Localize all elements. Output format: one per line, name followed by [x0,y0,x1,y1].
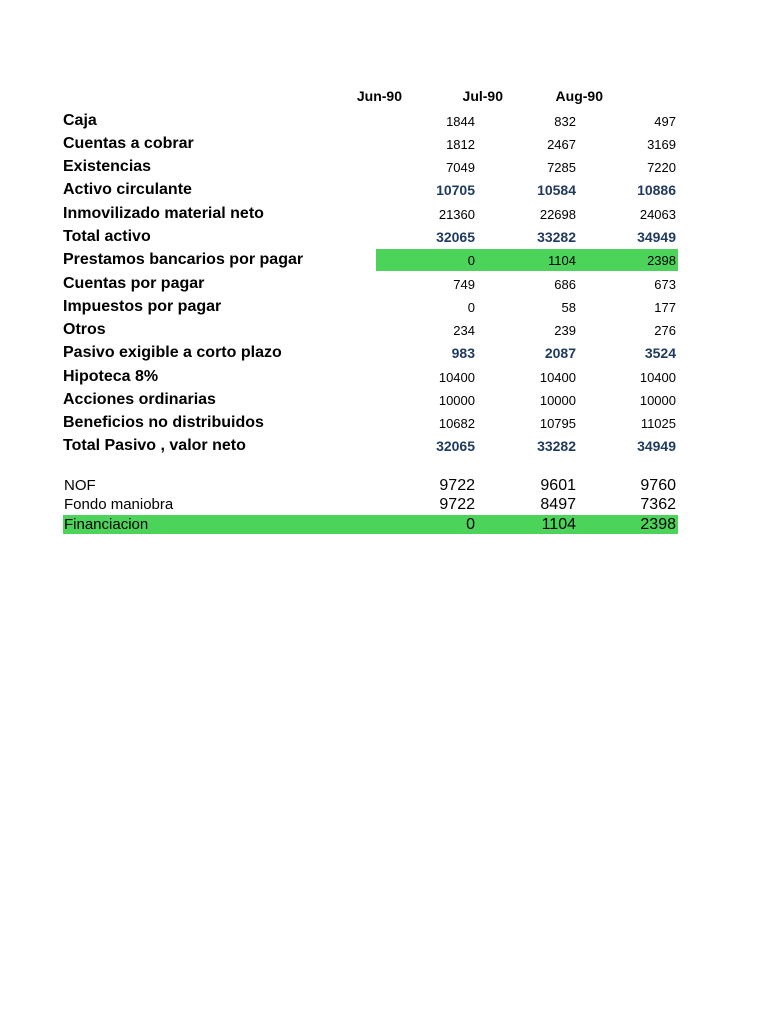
cell-aug[interactable]: 3524 [644,345,676,361]
cell-aug[interactable]: 34949 [637,438,676,454]
row-cuentas-por-pagar[interactable] [63,272,678,295]
row-existencias[interactable] [63,155,678,178]
row-label: Cuentas a cobrar [63,135,194,152]
row-label: Total Pasivo , valor neto [63,437,246,454]
cell-jul[interactable]: 58 [561,300,576,315]
row-label: Activo circulante [63,181,192,198]
cell-aug[interactable]: 7362 [640,496,676,513]
cell-jun[interactable]: 234 [453,323,475,338]
row-label: Acciones ordinarias [63,391,216,408]
cell-jul[interactable]: 10584 [537,182,576,198]
cell-aug[interactable]: 673 [654,277,676,292]
row-label: NOF [64,477,96,494]
row-hipoteca[interactable] [63,365,678,388]
cell-jul[interactable]: 8497 [540,496,576,513]
row-caja[interactable] [63,109,678,132]
cell-jul[interactable]: 2467 [547,137,576,152]
cell-jun[interactable]: 10682 [438,416,475,431]
cell-jul[interactable]: 686 [554,277,576,292]
cell-jun[interactable]: 10000 [438,393,475,408]
cell-jul[interactable]: 33282 [537,438,576,454]
cell-jul[interactable]: 239 [554,323,576,338]
cell-aug[interactable]: 7220 [647,160,676,175]
cell-aug[interactable]: 276 [654,323,676,338]
row-pasivo-exigible[interactable] [63,341,678,364]
row-label: Caja [63,112,97,129]
cell-jul[interactable]: 10000 [539,393,576,408]
cell-jun[interactable]: 0 [467,300,475,315]
cell-jul[interactable]: 10795 [539,416,576,431]
cell-jul[interactable]: 33282 [537,229,576,245]
row-label: Existencias [63,158,152,175]
row-activo-circulante[interactable] [63,178,678,201]
row-total-activo[interactable] [63,225,678,248]
row-fondo-maniobra[interactable] [63,495,678,514]
cell-aug[interactable]: 34949 [637,229,676,245]
column-header-jul[interactable]: Jul-90 [462,88,503,104]
row-label: Inmovilizado material neto [63,205,264,222]
cell-aug[interactable]: 9760 [640,477,676,494]
row-label: Pasivo exigible a corto plazo [63,344,282,361]
cell-aug[interactable]: 2398 [640,516,676,533]
row-financiacion[interactable] [63,515,678,534]
cell-jun[interactable]: 10400 [438,370,475,385]
column-header-aug[interactable]: Aug-90 [555,88,603,104]
cell-jun[interactable]: 32065 [436,229,475,245]
cell-jun[interactable]: 749 [453,277,475,292]
row-label: Total activo [63,228,151,245]
row-otros[interactable] [63,318,678,341]
row-label: Fondo maniobra [64,496,174,513]
cell-jul[interactable]: 9601 [540,477,576,494]
cell-jul[interactable]: 7285 [547,160,576,175]
cell-aug[interactable]: 24063 [639,207,676,222]
row-label: Cuentas por pagar [63,275,205,292]
cell-aug[interactable]: 177 [654,300,676,315]
cell-jul[interactable]: 1104 [548,253,576,268]
row-label: Otros [63,321,106,338]
cell-jun[interactable]: 983 [451,345,475,361]
row-inmovilizado-material-neto[interactable] [63,202,678,225]
row-nof[interactable] [63,476,678,495]
cell-jun[interactable]: 32065 [436,438,475,454]
cell-jun[interactable]: 10705 [436,182,475,198]
row-label: Impuestos por pagar [63,298,222,315]
cell-jun[interactable]: 0 [467,253,475,268]
cell-jul[interactable]: 22698 [539,207,576,222]
cell-jun[interactable]: 1812 [446,137,475,152]
cell-jun[interactable]: 0 [466,516,475,533]
row-acciones-ordinarias[interactable] [63,388,678,411]
row-label: Financiacion [64,516,149,533]
row-label: Hipoteca 8% [63,368,159,385]
cell-jul[interactable]: 832 [554,114,576,129]
row-beneficios-no-distribuidos[interactable] [63,411,678,434]
cell-aug[interactable]: 3169 [647,137,676,152]
cell-jul[interactable]: 2087 [544,345,576,361]
cell-jun[interactable]: 9722 [439,477,475,494]
cell-aug[interactable]: 11025 [640,416,676,431]
row-total-pasivo[interactable] [63,434,678,457]
cell-jun[interactable]: 1844 [446,114,475,129]
column-header-jun[interactable]: Jun-90 [356,88,402,104]
cell-aug[interactable]: 2398 [647,253,676,268]
row-prestamos-bancarios[interactable] [63,248,678,271]
row-cuentas-a-cobrar[interactable] [63,132,678,155]
cell-jul[interactable]: 10400 [539,370,576,385]
cell-jul[interactable]: 1104 [541,516,576,533]
cell-jun[interactable]: 21360 [438,207,475,222]
cell-aug[interactable]: 10886 [637,182,676,198]
row-impuestos-por-pagar[interactable] [63,295,678,318]
row-label: Prestamos bancarios por pagar [63,251,304,268]
row-label: Beneficios no distribuidos [63,414,264,431]
cell-jun[interactable]: 7049 [446,160,475,175]
cell-aug[interactable]: 10400 [639,370,676,385]
cell-jun[interactable]: 9722 [439,496,475,513]
cell-aug[interactable]: 497 [654,114,676,129]
cell-aug[interactable]: 10000 [639,393,676,408]
